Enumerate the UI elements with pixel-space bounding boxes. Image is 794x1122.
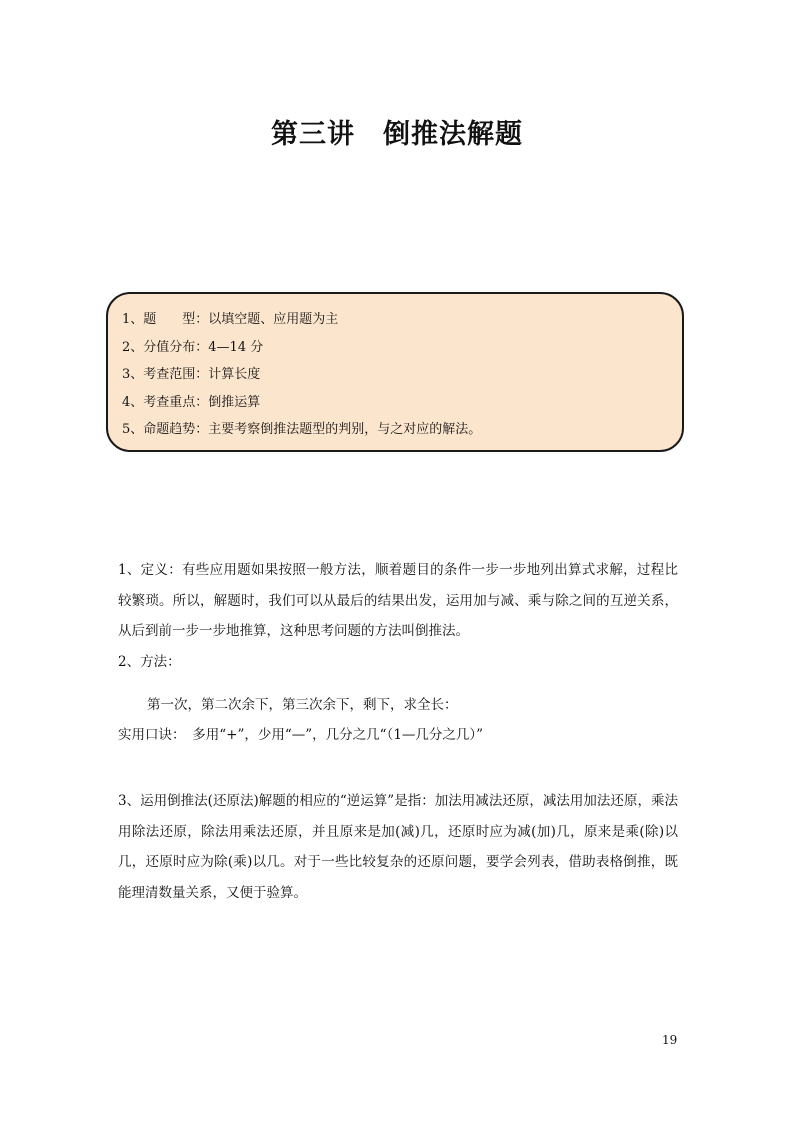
method-heading: 2、方法： xyxy=(118,654,181,670)
summary-item-score: 2、分值分布：4—14 分 xyxy=(122,339,264,355)
summary-item-scope: 3、考查范围：计算长度 xyxy=(122,367,261,382)
page-number: 19 xyxy=(662,1033,678,1047)
summary-box xyxy=(106,292,684,452)
summary-item-trend: 5、命题趋势：主要考察倒推法题型的判别，与之对应的解法。 xyxy=(122,422,482,437)
method-mnemonic: 实用口诀： 多用“+”，少用“—”，几分之几“（1—几分之几）” xyxy=(118,727,484,743)
summary-item-focus: 4、考查重点：倒推运算 xyxy=(122,394,261,410)
inverse-operations-paragraph: 3、运用倒推法(还原法)解题的相应的“逆运算”是指：加法用减法还原，减法用加法还原，乘法用除法还原，除法用乘法还原，并且原来是加(减)几，还原时应为减(加)几，原来是乘(除)以几，还原时应为除(乘)以几。对于一些比较复杂的还原问题，要学会列表，借助表格倒推，既能理清数量关系，又便于验算。 xyxy=(118,793,678,901)
definition-paragraph: 1、定义：有些应用题如果按照一般方法，顺着题目的条件一步一步地列出算式求解，过程比较繁琐。所以，解题时，我们可以从最后的结果出发，运用加与减、乘与除之间的互逆关系，从后到前一步一步地推算，这种思考问题的方法叫倒推法。 xyxy=(118,562,678,639)
page-title: 第三讲 倒推法解题 xyxy=(271,119,523,150)
method-line-1: 第一次，第二次余下，第三次余下，剩下，求全长： xyxy=(147,697,458,713)
summary-item-type: 1、题 型：以填空题、应用题为主 xyxy=(122,312,339,327)
